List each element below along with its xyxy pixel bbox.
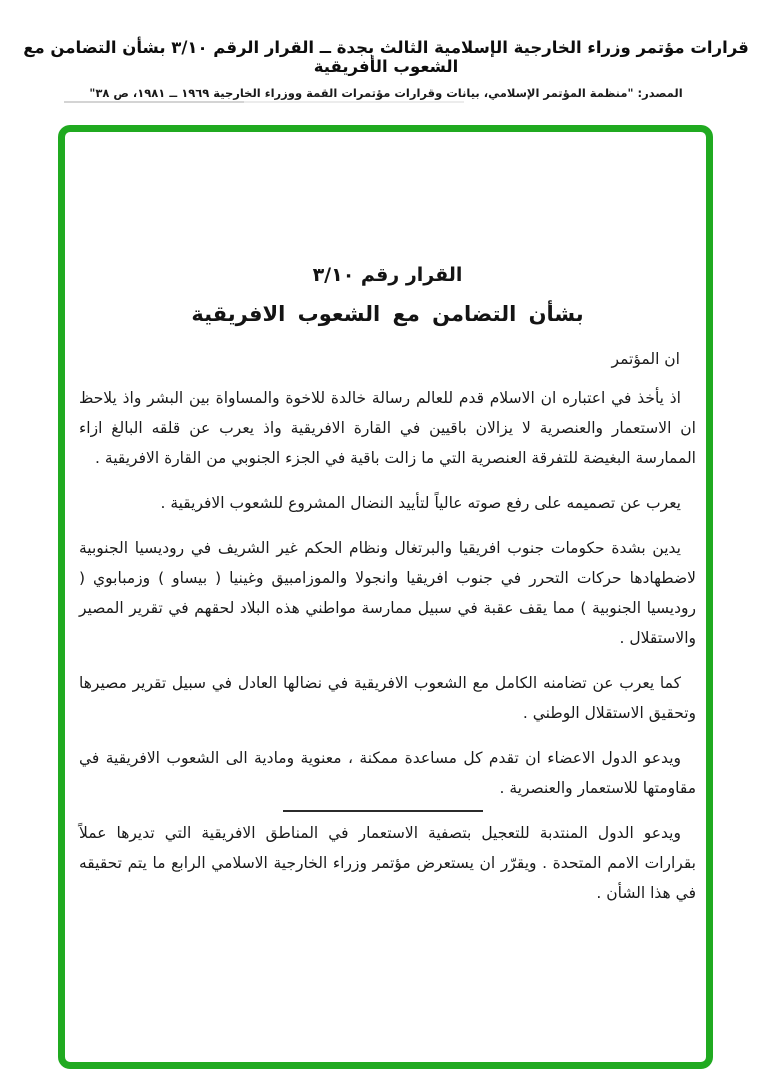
end-of-text-divider: [283, 810, 483, 812]
scan-artifact-line: [64, 101, 464, 103]
green-border-frame: [58, 125, 713, 1069]
document-paragraph: ويدعو الدول المنتدبة للتعجيل بتصفية الاستعمار في المناطق الافريقية التي تديرها عملاً بقرارات الامم المتحدة . ويقرّر ان يستعرض مؤتمر وزراء الخارجية الاسلامي الرابع ما يتم تحقيقه في هذا الشأن .: [79, 824, 696, 902]
document-body: [65, 132, 706, 908]
document-citation-title: قرارات مؤتمر وزراء الخارجية الإسلامية الثالث بجدة ــ القرار الرقم ٣/١٠ بشأن التضامن مع الشعوب الأفريقية: [23, 38, 749, 76]
document-paragraph: يعرب عن تصميمه على رفع صوته عالياً لتأييد النضال المشروع للشعوب الافريقية .: [160, 494, 681, 512]
document-paragraph: اذ يأخذ في اعتباره ان الاسلام قدم للعالم رسالة خالدة للاخوة والمساواة بين البشر واذ يلاحظ ان الاستعمار والعنصرية لا يزالان باقيين في القارة الافريقية واذ يعرب عن قلقه البالغ ازاء الممارسة البغيضة للتفرقة العنصرية التي ما زالت باقية في الجزء الجنوبي من القارة الافريقية .: [79, 389, 696, 467]
resolution-subject-title: بشأن التضامن مع الشعوب الافريقية: [191, 302, 584, 326]
resolution-number-title: القرار رقم ٣/١٠: [312, 264, 463, 286]
document-paragraph: ويدعو الدول الاعضاء ان تقدم كل مساعدة ممكنة ، معنوية ومادية الى الشعوب الافريقية في مقاومتها للاستعمار والعنصرية .: [79, 749, 696, 797]
document-paragraph: يدين بشدة حكومات جنوب افريقيا والبرتغال ونظام الحكم غير الشريف في روديسيا الجنوبية لاضطهادها حركات التحرر في جنوب افريقيا وانجولا والموزامبيق وغينيا ( بيساو ) وزمبابوي ( روديسيا الجنوبية ) مما يقف عقبة في سبيل ممارسة مواطني هذه البلاد لحقهم في تقرير المصير والاستقلال .: [79, 539, 696, 647]
page-header: [0, 38, 772, 100]
document-source-line: المصدر: "منظمة المؤتمر الإسلامي، بيانات وقرارات مؤتمرات القمة ووزراء الخارجية ١٩٦٩ ــ ١٩٨١، ص ٣٨": [89, 86, 683, 100]
document-paragraph: كما يعرب عن تضامنه الكامل مع الشعوب الافريقية في نضالها العادل في سبيل تقرير مصيرها وتحقيق الاستقلال الوطني .: [79, 674, 696, 722]
preamble-line: ان المؤتمر: [611, 350, 680, 368]
